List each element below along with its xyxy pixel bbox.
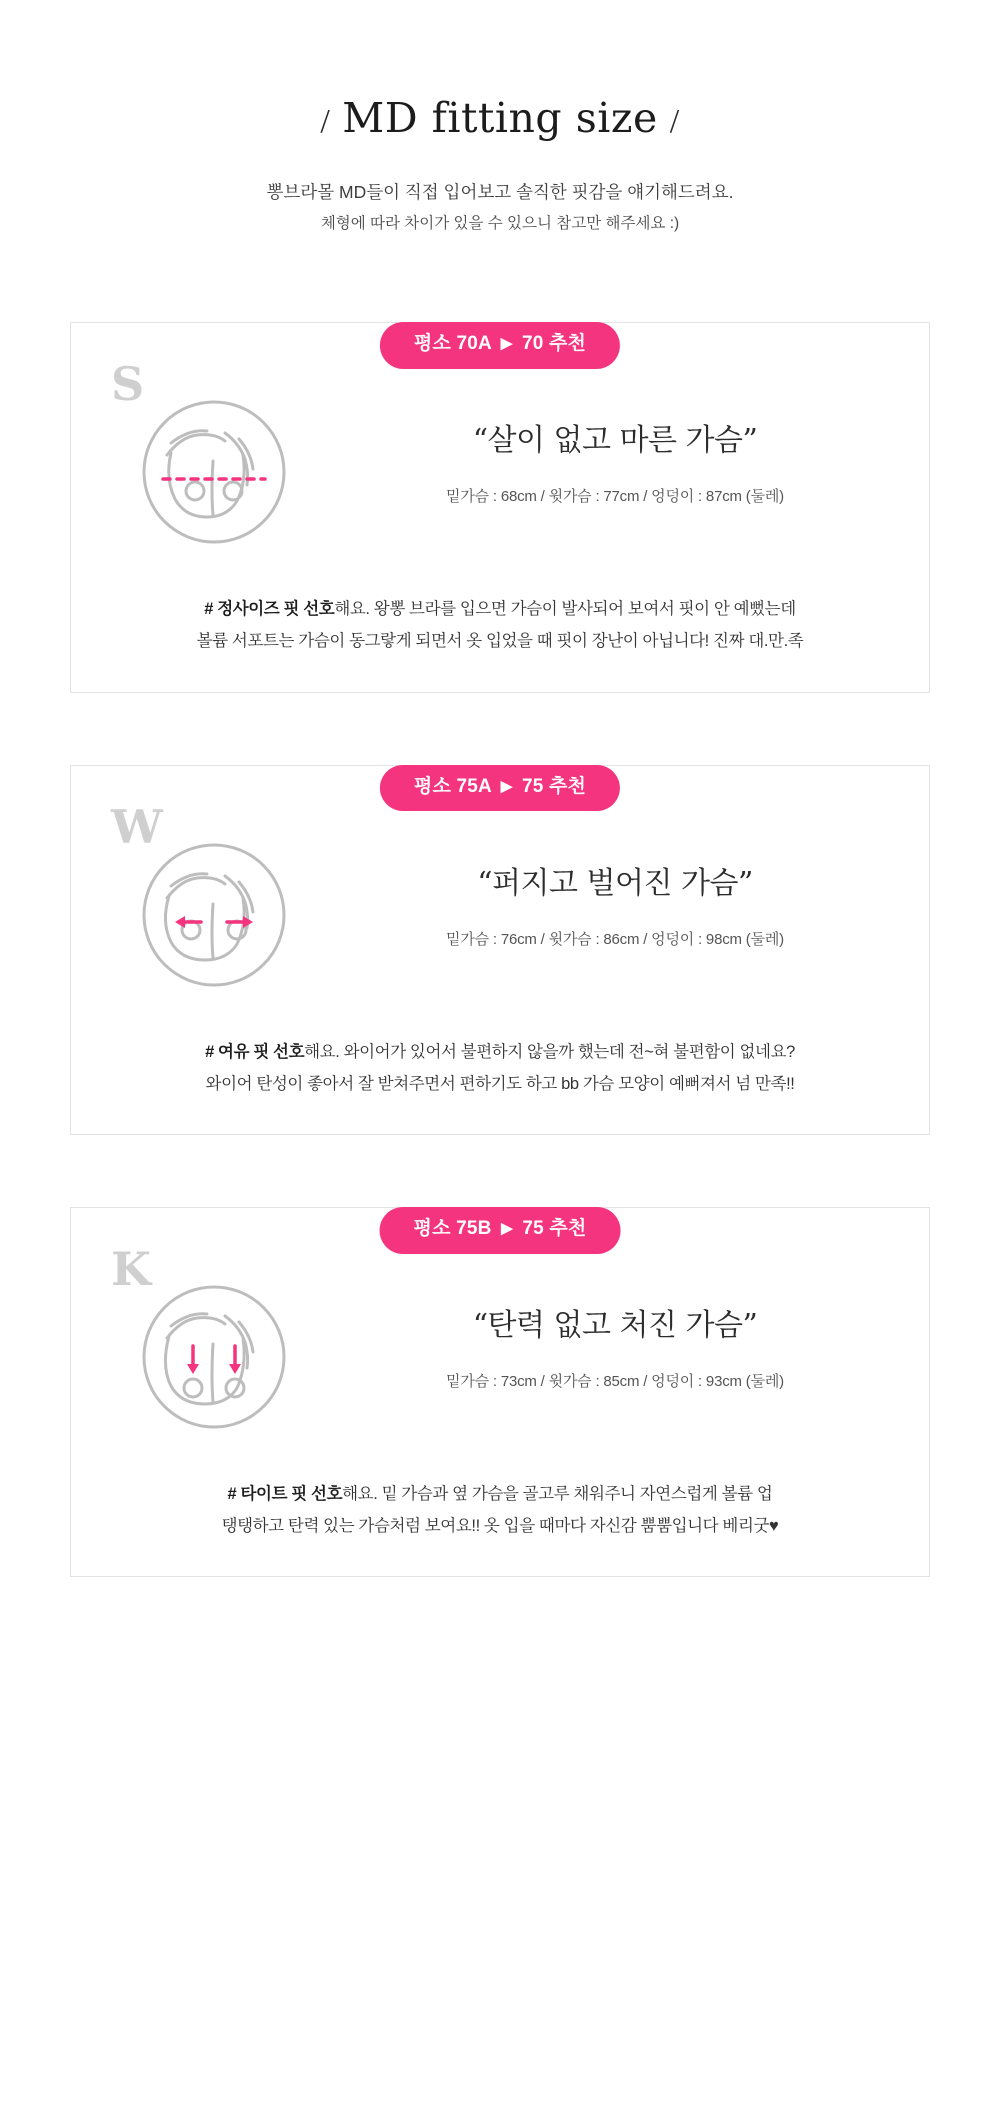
size-recommendation-badge xyxy=(380,765,620,812)
fit-quote: “탄력 없고 처진 가슴” xyxy=(472,1307,758,1343)
md-initial: K xyxy=(111,1241,152,1296)
comment-rest: 해요. 밑 가슴과 옆 가슴을 골고루 채워주니 자연스럽게 볼륨 업 xyxy=(342,1484,773,1503)
body-measurements: 밑가슴 : 76cm / 윗가슴 : 86cm / 엉덩이 : 98cm (둘레) xyxy=(446,930,784,948)
comment-line-2: 탱탱하고 탄력 있는 가슴처럼 보여요!! 옷 입을 때마다 자신감 뿜뿜입니다 베리굿♥ xyxy=(221,1517,779,1536)
fitting-card xyxy=(40,322,960,692)
comment-highlight: # 여유 핏 선호 xyxy=(205,1042,305,1061)
fit-quote: “퍼지고 벌어진 가슴” xyxy=(477,865,753,901)
body-measurements: 밑가슴 : 73cm / 윗가슴 : 85cm / 엉덩이 : 93cm (둘레) xyxy=(446,1372,784,1390)
card-body xyxy=(70,322,930,692)
md-comment xyxy=(99,593,901,657)
title-slash-left: / xyxy=(320,103,331,140)
fitting-card-list xyxy=(0,322,1000,1577)
badge-prefix: 평소 75B xyxy=(413,1217,492,1239)
card-description xyxy=(329,824,901,949)
body-measurements: 밑가슴 : 68cm / 윗가슴 : 77cm / 엉덩이 : 87cm (둘레) xyxy=(446,488,784,506)
md-comment xyxy=(99,1478,901,1542)
arrow-right-icon: ▶ xyxy=(500,777,513,795)
page-subtitle xyxy=(0,179,1000,236)
card-description xyxy=(329,1266,901,1391)
subtitle-line-1: 뽕브라몰 MD들이 직접 입어보고 솔직한 핏감을 얘기해드려요. xyxy=(266,182,734,203)
arrow-right-icon: ▶ xyxy=(501,1219,513,1237)
md-initial: S xyxy=(111,357,146,412)
chest-icon-down-arrows xyxy=(129,1272,299,1442)
card-body xyxy=(70,1207,930,1577)
comment-highlight: # 정사이즈 핏 선호 xyxy=(204,600,335,619)
md-initial: W xyxy=(111,799,164,854)
card-body xyxy=(70,765,930,1135)
md-comment xyxy=(99,1036,901,1100)
badge-prefix: 평소 70A xyxy=(413,333,492,355)
badge-suffix: 75 추천 xyxy=(521,775,587,797)
comment-line-2: 와이어 탄성이 좋아서 잘 받쳐주면서 편하기도 하고 bb 가슴 모양이 예뻐져서 넘 만족!! xyxy=(205,1074,795,1093)
badge-suffix: 70 추천 xyxy=(521,333,587,355)
card-description xyxy=(329,381,901,506)
page-title xyxy=(0,96,1000,141)
fitting-card xyxy=(40,765,960,1135)
page-header xyxy=(0,0,1000,236)
arrow-right-icon: ▶ xyxy=(500,335,513,353)
badge-prefix: 평소 75A xyxy=(413,775,492,797)
badge-suffix: 75 추천 xyxy=(522,1217,587,1239)
chest-icon-outward-arrows xyxy=(129,830,299,1000)
fitting-card xyxy=(40,1207,960,1577)
size-recommendation-badge xyxy=(380,322,620,369)
comment-rest: 해요. 와이어가 있어서 불편하지 않을까 했는데 전~혀 불편함이 없네요? xyxy=(304,1042,795,1061)
comment-highlight: # 타이트 핏 선호 xyxy=(227,1484,343,1503)
chest-icon-dotted-line xyxy=(129,387,299,557)
comment-line-2: 볼륨 서포트는 가슴이 동그랗게 되면서 옷 입었을 때 핏이 장난이 아닙니다! 진짜 대.만.족 xyxy=(196,632,804,651)
subtitle-line-2: 체형에 따라 차이가 있을 수 있으니 참고만 해주세요 :) xyxy=(320,215,680,233)
fit-quote: “살이 없고 마른 가슴” xyxy=(472,423,758,459)
comment-rest: 해요. 왕뽕 브라를 입으면 가슴이 발사되어 보여서 핏이 안 예뻤는데 xyxy=(334,600,796,619)
size-recommendation-badge xyxy=(380,1207,621,1254)
title-text: MD fitting size xyxy=(342,94,658,142)
title-slash-right: / xyxy=(669,103,680,140)
